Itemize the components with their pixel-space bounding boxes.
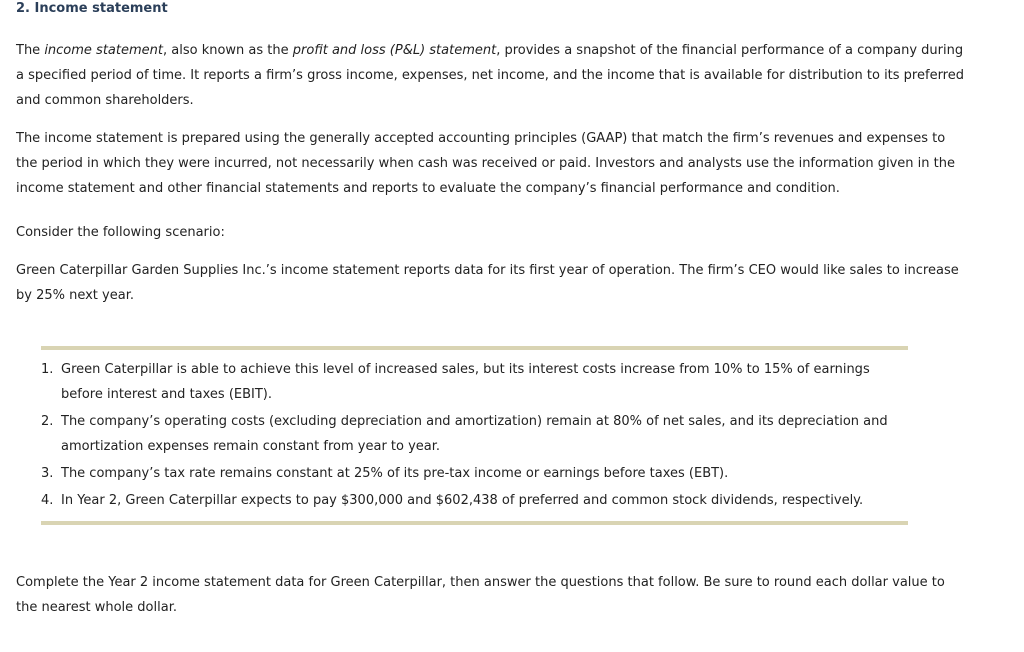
intro-paragraph: [16, 38, 966, 113]
scenario-intro: Consider the following scenario:: [16, 225, 225, 240]
term-income-statement: income statement: [44, 43, 163, 58]
intro-text-3: , provides a snapshot of the financial performance of a company during a specified period of time. It reports a firm’s gross income, expenses, net income, and the income that is available for distribution to its preferred and common shareholders.: [16, 43, 964, 108]
intro-text-2: , also known as the: [163, 43, 293, 58]
assumptions-bottom-divider: [41, 521, 908, 525]
assumption-text: Green Caterpillar is able to achieve this level of increased sales, but its interest costs increase from 10% to 15% of earnings before interest and taxes (EBIT).: [61, 362, 870, 402]
assumption-item: [41, 357, 907, 407]
assumptions-list: [41, 357, 907, 515]
term-pl-statement: profit and loss (P&L) statement: [292, 43, 497, 58]
scenario-paragraph: Green Caterpillar Garden Supplies Inc.’s income statement reports data for its first year of operation. The firm’s CEO would like sales to increase by 25% next year.: [16, 263, 959, 303]
assumption-item: [41, 409, 907, 459]
assumption-number: 4.: [41, 493, 54, 508]
gaap-paragraph: The income statement is prepared using the generally accepted accounting principles (GAAP) that match the firm’s revenues and expenses to the period in which they were incurred, not necessarily when cash was received or paid. Investors and analysts use the information given in the income statement and other financial statements and reports to evaluate the company’s financial performance and condition.: [16, 131, 955, 196]
assumption-number: 3.: [41, 466, 54, 481]
assumption-text: In Year 2, Green Caterpillar expects to pay $300,000 and $602,438 of preferred and common stock dividends, respectively.: [61, 493, 864, 508]
assumption-number: 1.: [41, 362, 54, 377]
assumption-text: The company’s operating costs (excluding depreciation and amortization) remain at 80% of net sales, and its depreciation and amortization expenses remain constant from year to year.: [61, 414, 888, 454]
instructions-paragraph: Complete the Year 2 income statement data for Green Caterpillar, then answer the questions that follow. Be sure to round each dollar value to the nearest whole dollar.: [16, 575, 945, 615]
assumption-item: [41, 461, 907, 486]
assumption-text: The company’s tax rate remains constant at 25% of its pre-tax income or earnings before taxes (EBT).: [61, 466, 729, 481]
assumption-item: [41, 488, 907, 513]
assumption-number: 2.: [41, 414, 54, 429]
assumptions-top-divider: [41, 346, 908, 350]
intro-text-1: The: [16, 43, 45, 58]
section-heading: 2. Income statement: [16, 1, 168, 16]
